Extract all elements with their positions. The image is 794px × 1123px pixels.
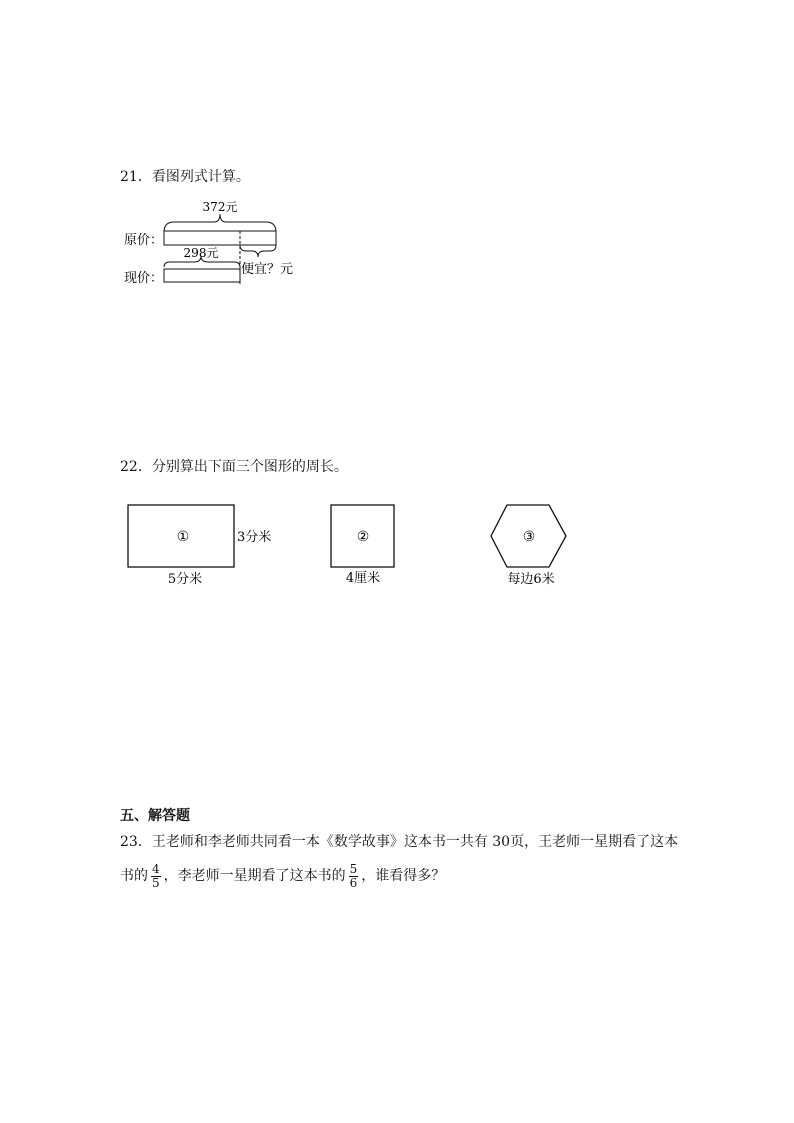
section-heading: 五、解答题 <box>120 808 190 824</box>
price-diagram <box>120 192 320 292</box>
fraction-four-fifths <box>151 863 161 890</box>
original-price-bar <box>164 231 276 245</box>
rectangle-width-label: 5分米 <box>167 572 203 587</box>
current-price-bar <box>164 269 240 282</box>
fraction-five-sixths <box>349 863 359 890</box>
question-23-text-b: ，李老师一星期看了这本书的 <box>163 868 346 884</box>
fraction-denominator: 5 <box>152 875 160 890</box>
square-mark: ② <box>356 529 370 545</box>
rectangle-height-label: 3分米 <box>237 530 272 545</box>
question-21-title: 21．看图列式计算。 <box>120 169 250 185</box>
fraction-numerator: 5 <box>349 861 358 876</box>
original-price-brace <box>164 214 276 232</box>
question-23-text-c: ，谁看得多？ <box>361 868 446 884</box>
current-price-row-label: 现价： <box>124 271 164 286</box>
question-23-line2 <box>120 860 445 892</box>
original-price-row-label: 原价： <box>124 233 164 248</box>
rectangle-mark: ① <box>176 529 190 545</box>
current-price-value: 298元 <box>183 246 219 260</box>
fraction-denominator: 6 <box>349 875 358 890</box>
hexagon-mark: ③ <box>522 529 536 545</box>
hexagon-side-label: 每边6米 <box>507 572 555 587</box>
discount-brace <box>240 245 276 257</box>
original-price-value: 372元 <box>202 200 238 214</box>
fraction-numerator: 4 <box>152 861 160 876</box>
shapes-figure <box>120 498 600 598</box>
question-22-title: 22．分别算出下面三个图形的周长。 <box>120 459 348 475</box>
question-23-text-a: 书的 <box>120 868 148 884</box>
square-side-label: 4厘米 <box>345 571 381 586</box>
question-23-line1: 23．王老师和李老师共同看一本《数学故事》这本书一共有 30页，王老师一星期看了这本 <box>120 834 679 850</box>
discount-label: 便宜？元 <box>241 262 294 277</box>
